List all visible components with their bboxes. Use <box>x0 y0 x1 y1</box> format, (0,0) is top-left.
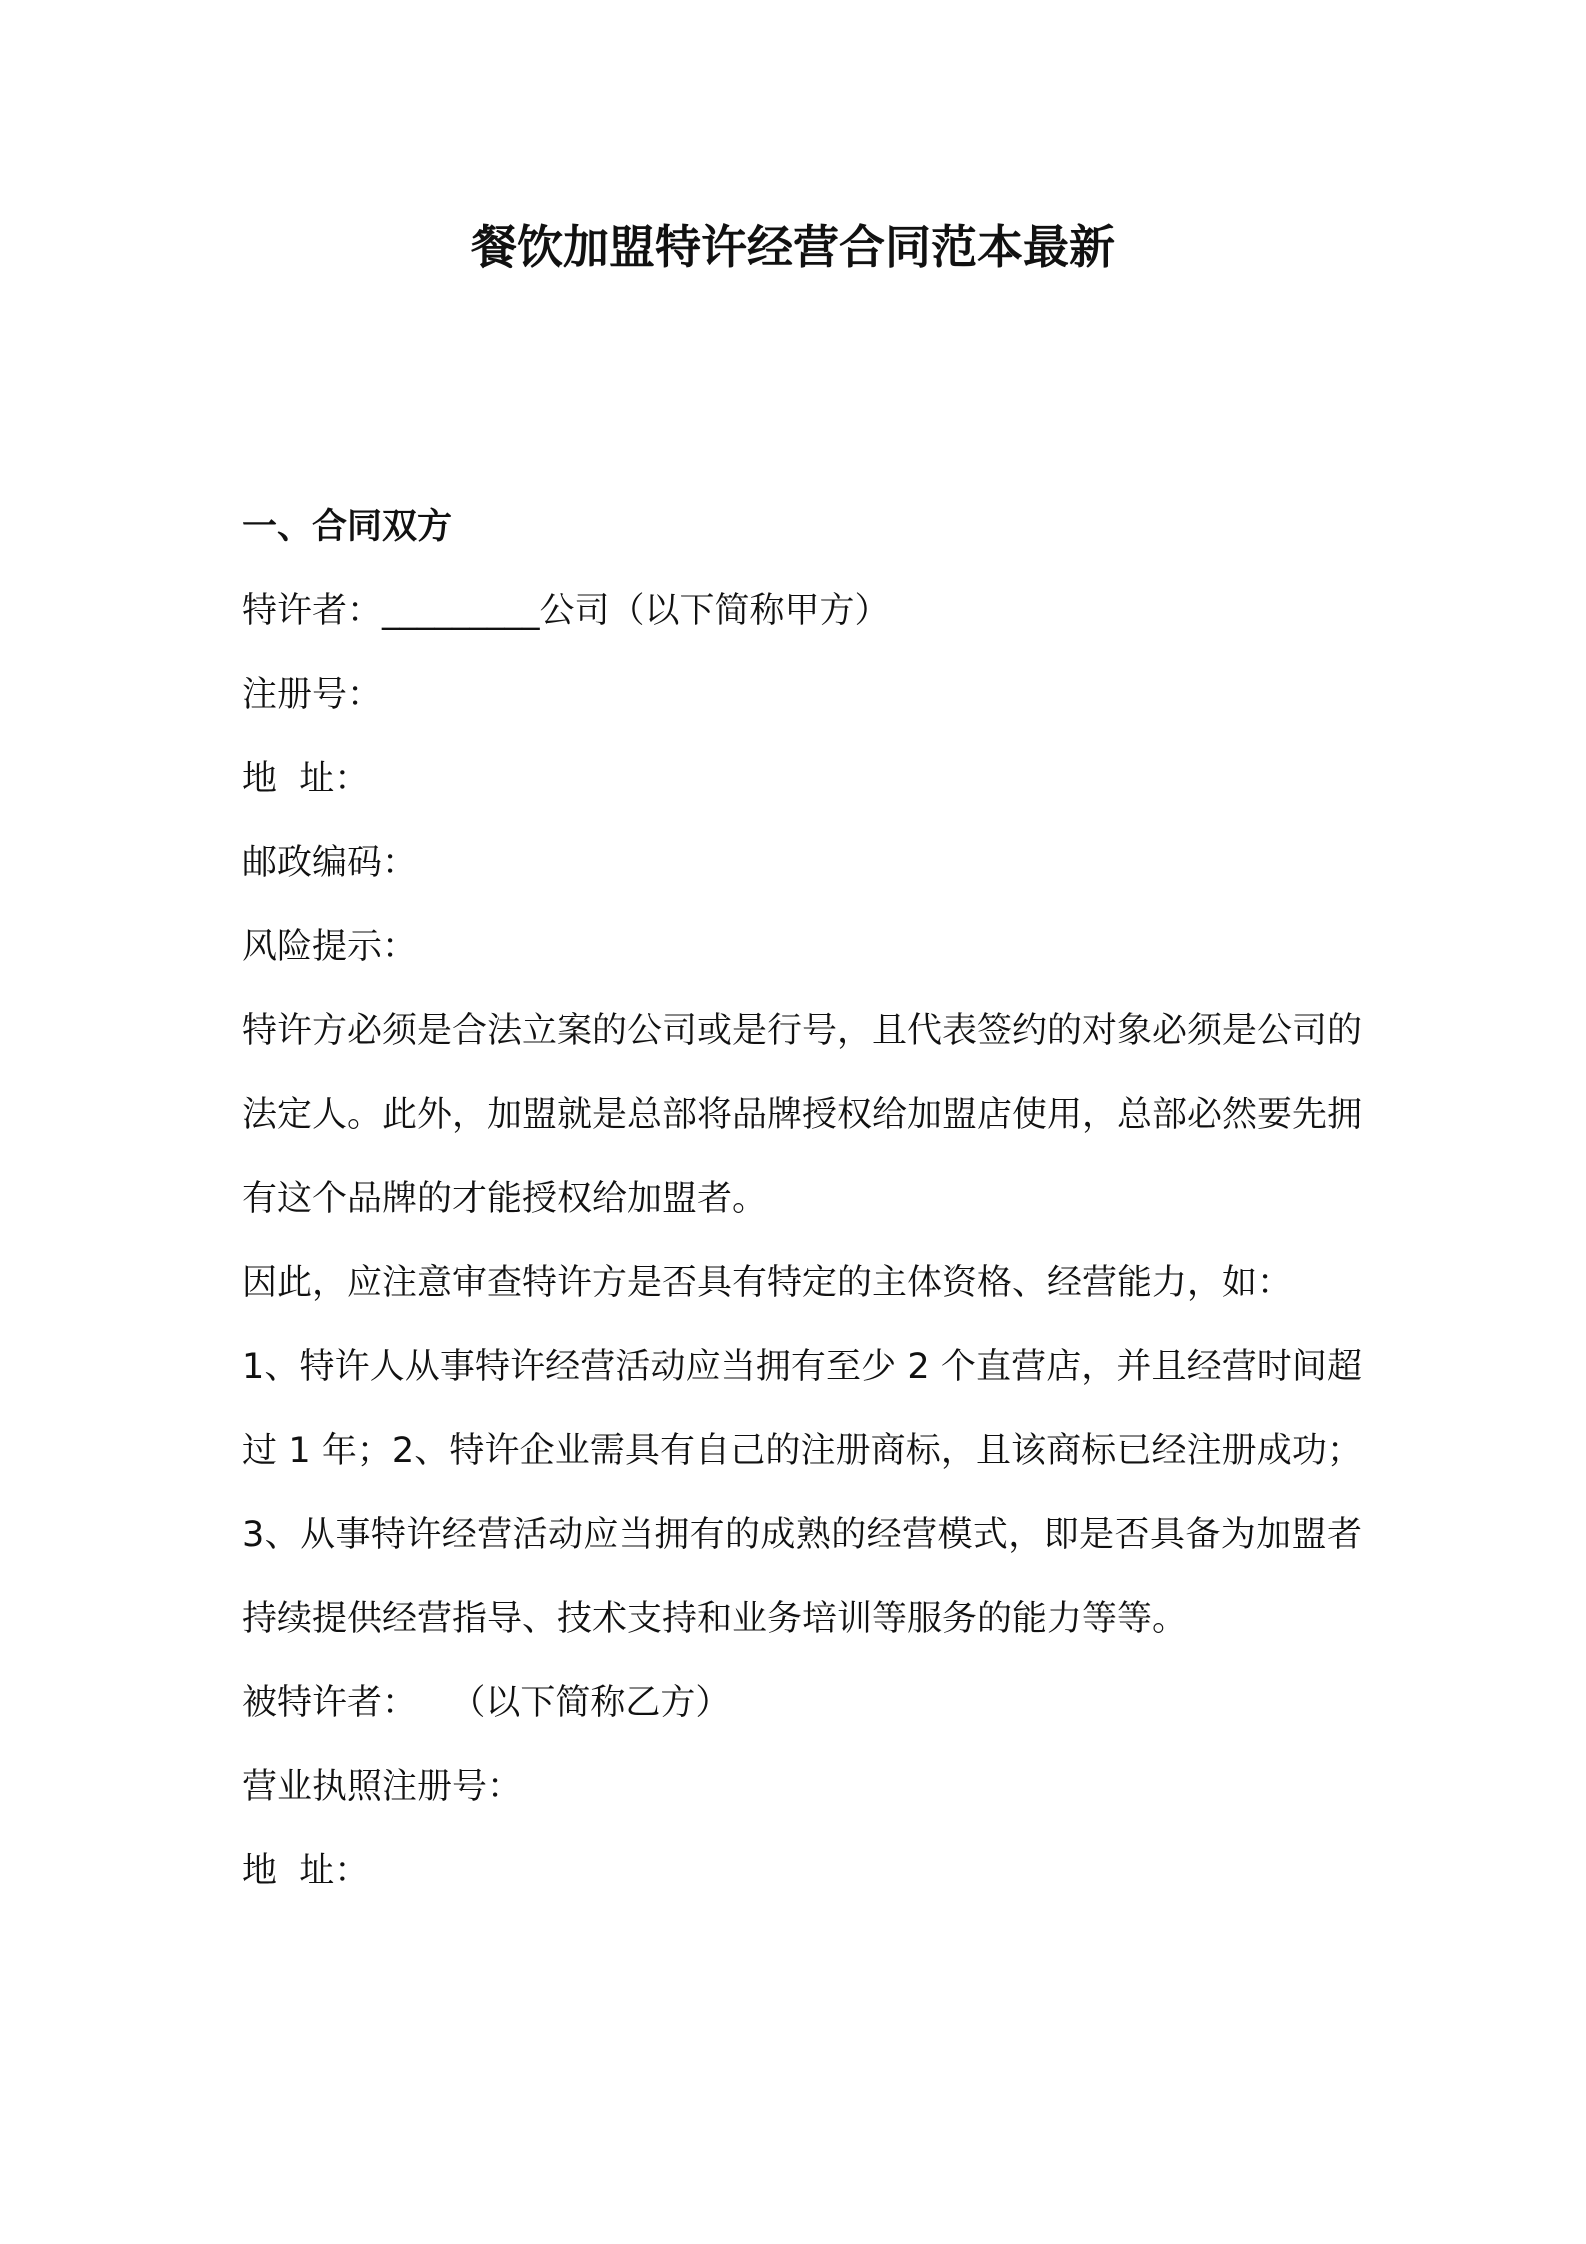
risk-tip-label: 风险提示： <box>242 927 418 967</box>
postal-code-line: 邮政编码： <box>242 843 418 883</box>
document-title: 餐饮加盟特许经营合同范本最新 <box>471 220 1115 274</box>
registration-number-line: 注册号： <box>242 675 383 715</box>
risk-paragraph-review: 因此，应注意审查特许方是否具有特定的主体资格、经营能力，如： <box>242 1263 1293 1303</box>
business-license-number-line: 营业执照注册号： <box>242 1767 523 1807</box>
franchisor-line: 特许者：_________公司（以下简称甲方） <box>242 591 890 631</box>
section-heading-parties: 一、合同双方 <box>242 507 453 547</box>
risk-paragraph-qualification: 特许方必须是合法立案的公司或是行号，且代表签约的对象必须是公司的法定人。此外，加盟就是总部将品牌授权给加盟店使用，总部必然要先拥有这个品牌的才能授权给加盟者。 <box>242 1011 1363 1219</box>
address-line-franchisee: 地 址： <box>242 1851 370 1891</box>
address-line-franchisor: 地 址： <box>242 759 370 799</box>
document-body <box>242 485 1362 1913</box>
franchisee-line: 被特许者： （以下简称乙方） <box>242 1683 731 1723</box>
risk-paragraph-requirements: 1、特许人从事特许经营活动应当拥有至少 2 个直营店，并且经营时间超过 1 年；2、特许企业需具有自己的注册商标，且该商标已经注册成功；3、从事特许经营活动应当拥有的成熟的经营模式，即是否具备为加盟者持续提供经营指导、技术支持和业务培训等服务的能力等等。 <box>242 1347 1362 1639</box>
